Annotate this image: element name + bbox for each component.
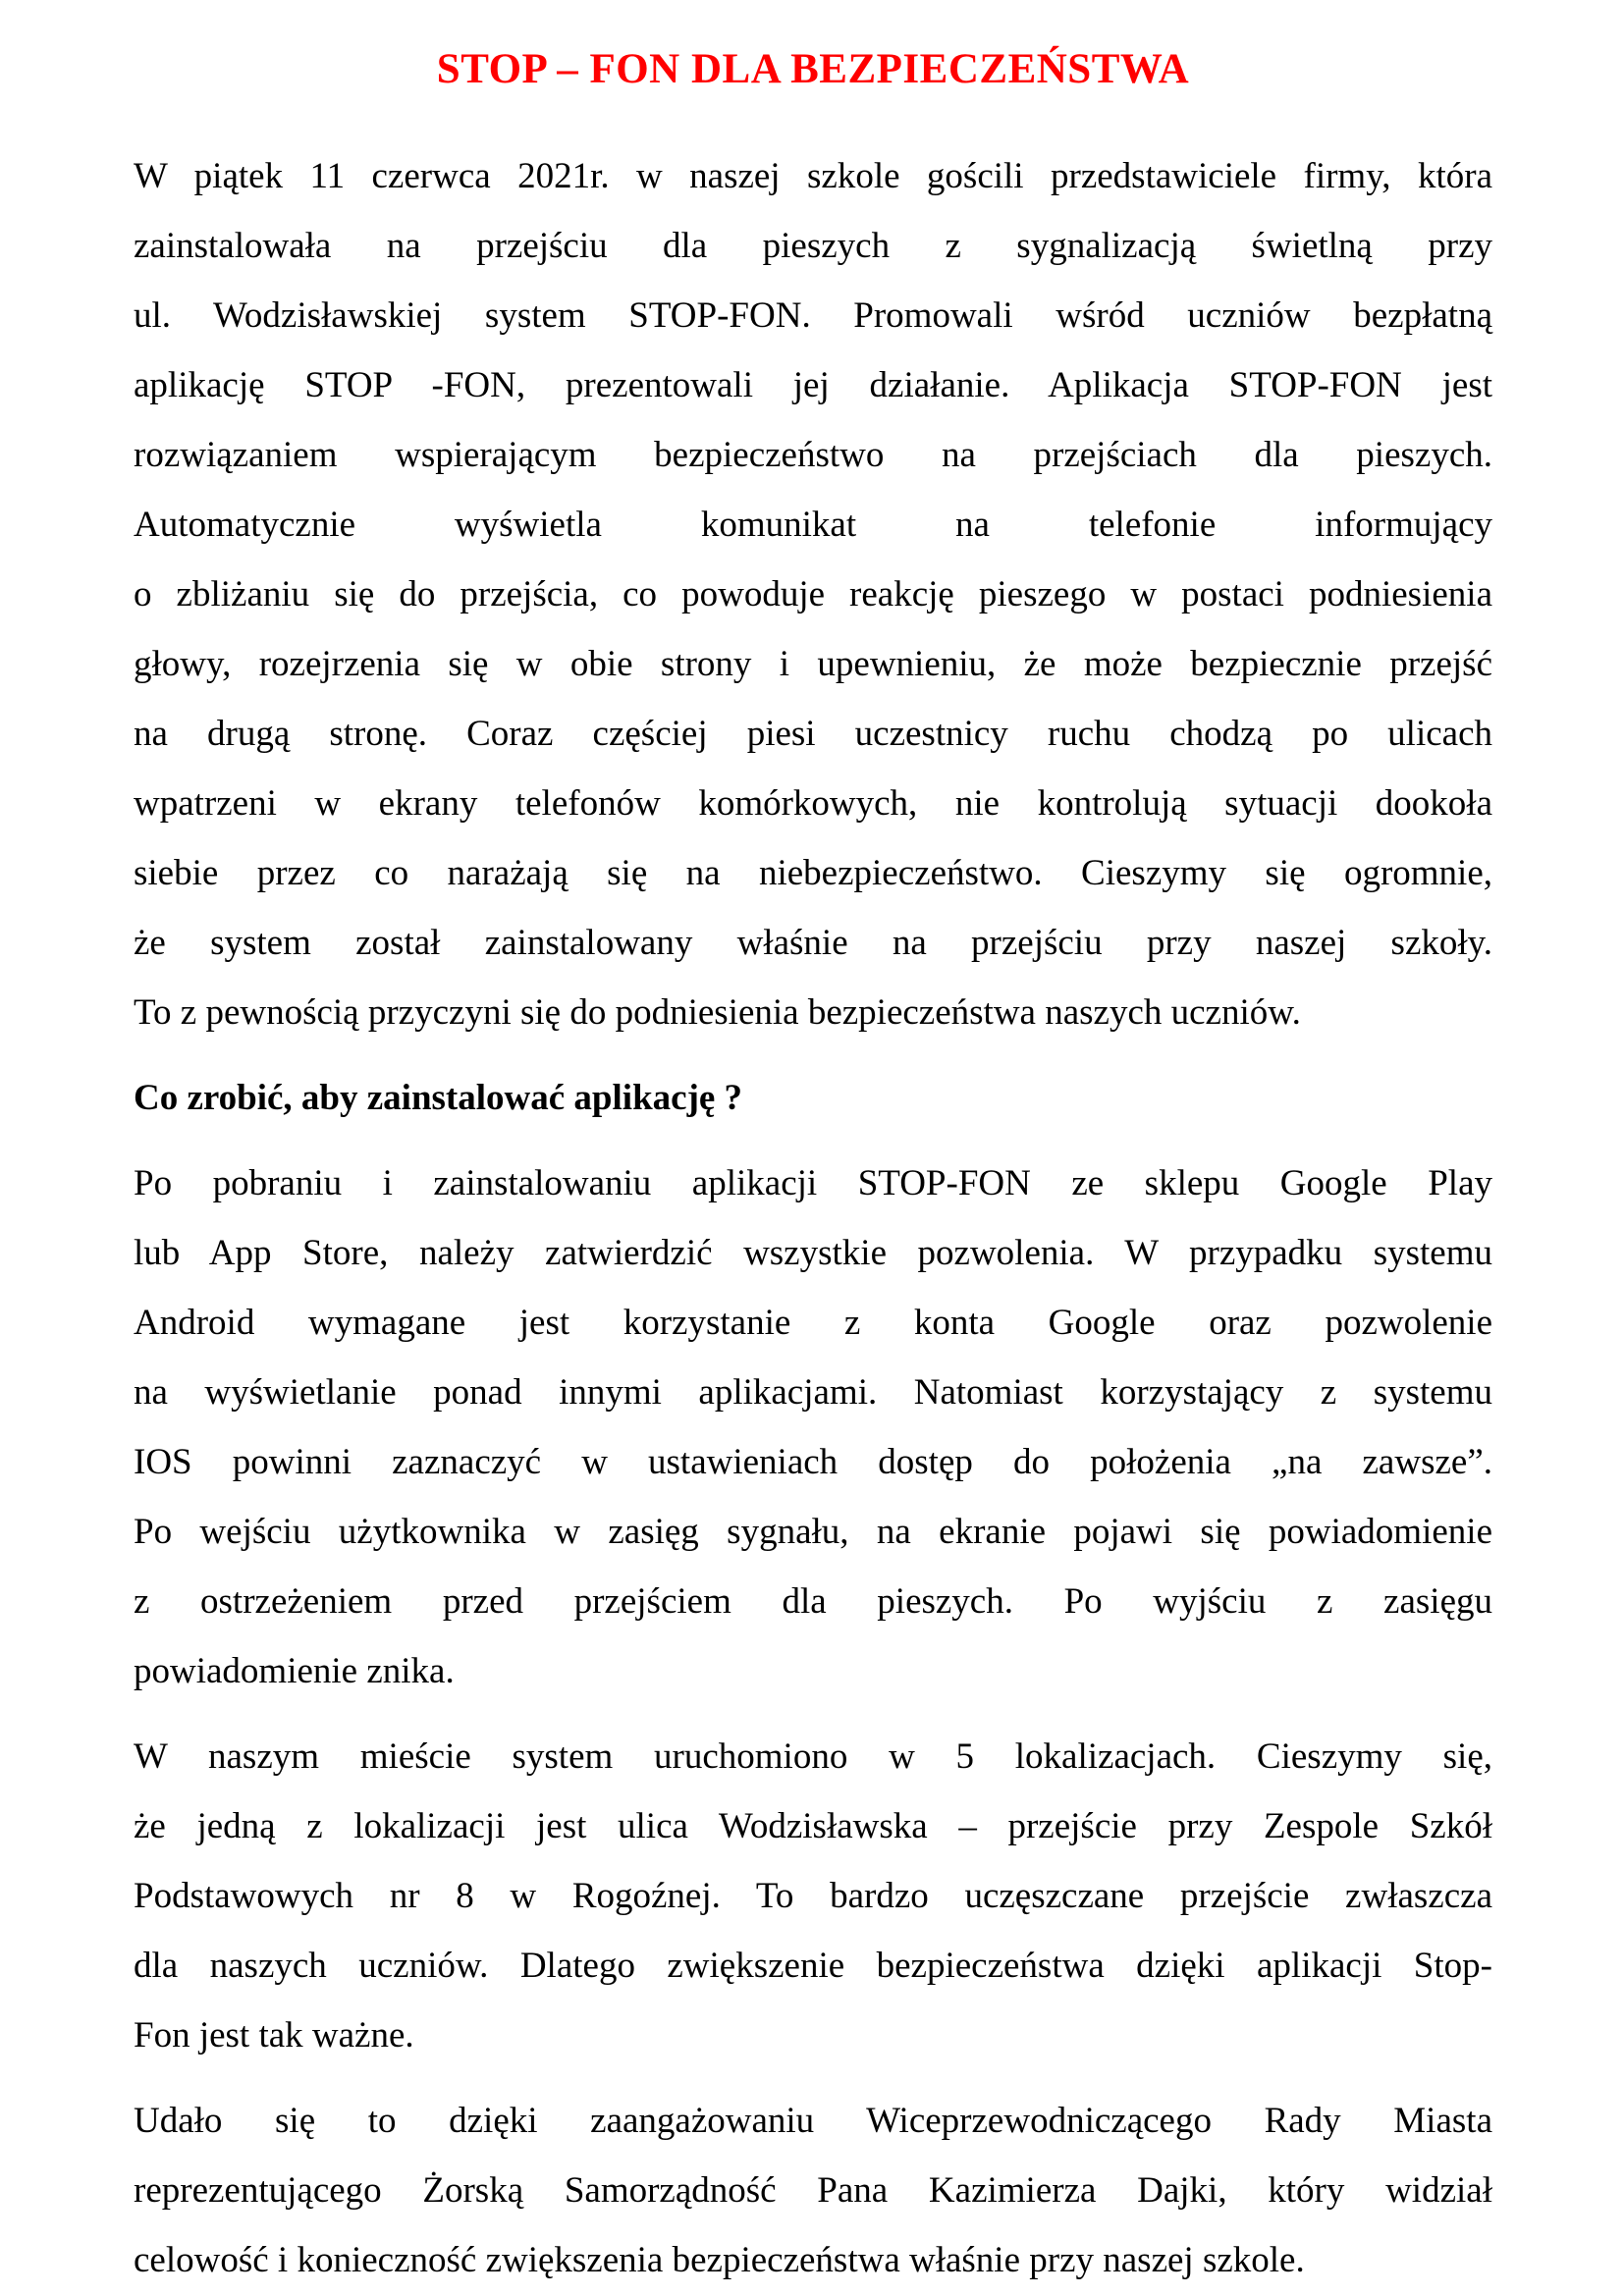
text-line: W piątek 11 czerwca 2021r. w naszej szkole gościli przedstawiciele firmy, która: [134, 156, 1492, 196]
text-line: Po pobraniu i zainstalowaniu aplikacji STOP-FON ze sklepu Google Play: [134, 1163, 1492, 1203]
text-line: aplikację STOP -FON, prezentowali jej działanie. Aplikacja STOP-FON jest: [134, 365, 1492, 405]
text-line: zainstalowała na przejściu dla pieszych z sygnalizacją świetlną przy: [134, 226, 1492, 266]
locations-paragraph: [134, 1722, 1492, 2070]
text-line: wpatrzeni w ekrany telefonów komórkowych, nie kontrolują sytuacji dookoła: [134, 783, 1492, 824]
text-line: lub App Store, należy zatwierdzić wszystkie pozwolenia. W przypadku systemu: [134, 1233, 1492, 1273]
text-line: o zbliżaniu się do przejścia, co powoduje reakcję pieszego w postaci podniesienia: [134, 574, 1492, 614]
text-line: reprezentującego Żorską Samorządność Pana Kazimierza Dajki, który widział: [134, 2170, 1492, 2211]
text-line: To z pewnością przyczyni się do podniesienia bezpieczeństwa naszych uczniów.: [134, 992, 1301, 1033]
text-line: głowy, rozejrzenia się w obie strony i upewnieniu, że może bezpiecznie przejść: [134, 644, 1492, 684]
text-line: Automatycznie wyświetla komunikat na telefonie informujący: [134, 505, 1492, 545]
heading-line: Co zrobić, aby zainstalować aplikację ?: [134, 1078, 743, 1118]
text-line: Android wymagane jest korzystanie z konta Google oraz pozwolenie: [134, 1303, 1492, 1343]
install-question-heading: [134, 1063, 1492, 1133]
intro-paragraph: [134, 141, 1492, 1047]
text-line: Po wejściu użytkownika w zasięg sygnału, na ekranie pojawi się powiadomienie: [134, 1512, 1492, 1552]
document-body: [134, 141, 1492, 2295]
text-line: siebie przez co narażają się na niebezpieczeństwo. Cieszymy się ogromnie,: [134, 853, 1492, 893]
text-line: na wyświetlanie ponad innymi aplikacjami. Natomiast korzystający z systemu: [134, 1372, 1492, 1413]
text-line: dla naszych uczniów. Dlatego zwiększenie bezpieczeństwa dzięki aplikacji Stop-: [134, 1946, 1492, 1986]
text-line: na drugą stronę. Coraz częściej piesi uczestnicy ruchu chodzą po ulicach: [134, 714, 1492, 754]
text-line: powiadomienie znika.: [134, 1651, 455, 1691]
install-instructions-paragraph: [134, 1148, 1492, 1706]
text-line: rozwiązaniem wspierającym bezpieczeństwo na przejściach dla pieszych.: [134, 435, 1492, 475]
text-line: Fon jest tak ważne.: [134, 2015, 414, 2056]
text-line: Podstawowych nr 8 w Rogoźnej. To bardzo uczęszczane przejście zwłaszcza: [134, 1876, 1492, 1916]
document-title: STOP – FON DLA BEZPIECZEŃSTWA: [436, 46, 1190, 92]
text-line: że system został zainstalowany właśnie na przejściu przy naszej szkoły.: [134, 923, 1492, 963]
acknowledgement-paragraph: [134, 2086, 1492, 2295]
text-line: ul. Wodzisławskiej system STOP-FON. Promowali wśród uczniów bezpłatną: [134, 295, 1492, 336]
text-line: że jedną z lokalizacji jest ulica Wodzisławska – przejście przy Zespole Szkół: [134, 1806, 1492, 1846]
text-line: IOS powinni zaznaczyć w ustawieniach dostęp do położenia „na zawsze”.: [134, 1442, 1492, 1482]
text-line: celowość i konieczność zwiększenia bezpieczeństwa właśnie przy naszej szkole.: [134, 2240, 1305, 2280]
text-line: z ostrzeżeniem przed przejściem dla pieszych. Po wyjściu z zasięgu: [134, 1581, 1492, 1622]
text-line: W naszym mieście system uruchomiono w 5 lokalizacjach. Cieszymy się,: [134, 1736, 1492, 1777]
text-line: Udało się to dzięki zaangażowaniu Wiceprzewodniczącego Rady Miasta: [134, 2101, 1492, 2141]
